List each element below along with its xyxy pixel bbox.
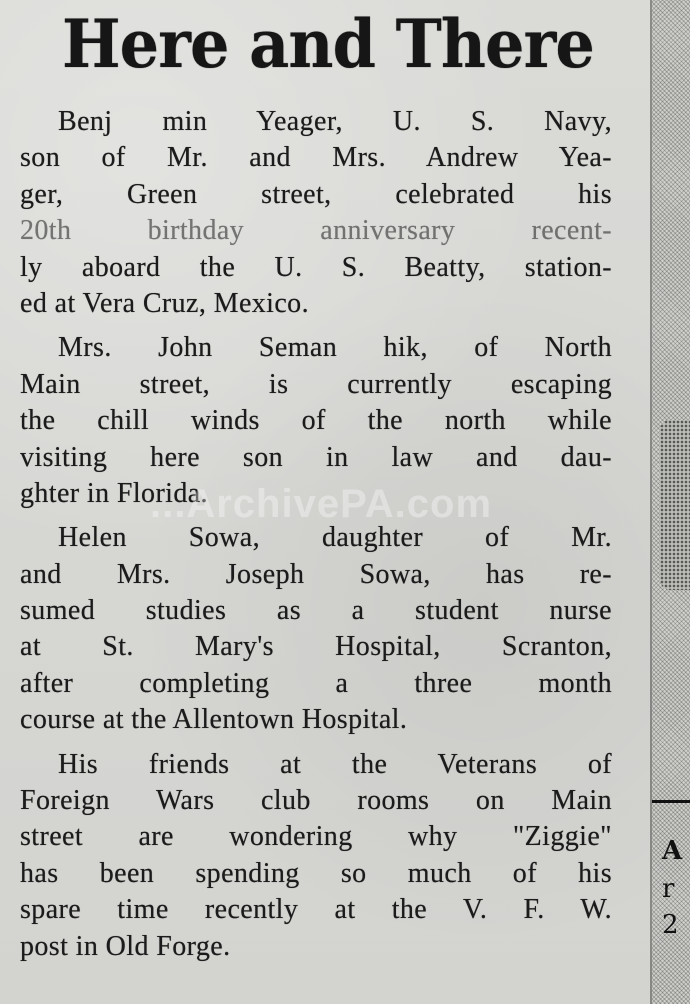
- adjacent-text-fragment: 2: [662, 910, 679, 940]
- text-line: sumed studies as a student nurse: [20, 595, 612, 627]
- text-line: Benj min Yeager, U. S. Navy,: [58, 106, 612, 137]
- text-line: son of Mr. and Mrs. Andrew Yea-: [20, 142, 612, 174]
- paragraph-sowa: [20, 520, 612, 738]
- text-line: His friends at the Veterans of: [58, 748, 612, 780]
- text-line: course at the Allentown Hospital.: [20, 704, 408, 736]
- text-line: ger, Green street, celebrated his: [20, 178, 612, 210]
- paragraph-ziggie: [20, 747, 612, 965]
- text-line: after completing a three month: [20, 667, 612, 699]
- article-body: [20, 104, 612, 973]
- text-line: Main street, is currently escaping: [20, 368, 612, 400]
- text-line: visiting here son in law and dau-: [20, 441, 612, 473]
- text-line: at St. Mary's Hospital, Scranton,: [20, 631, 612, 663]
- text-line: ghter in Florida.: [20, 477, 208, 509]
- halftone-photo-fragment: [660, 420, 690, 590]
- adjacent-text-fragment: r: [662, 874, 675, 904]
- text-line: post in Old Forge.: [20, 930, 231, 962]
- text-line: ly aboard the U. S. Beatty, station-: [20, 251, 612, 283]
- archive-watermark: ...ArchivePA.com: [150, 482, 493, 526]
- text-line: 20th birthday anniversary recent-: [20, 215, 612, 247]
- text-line: street are wondering why "Ziggie": [20, 821, 612, 853]
- text-line: and Mrs. Joseph Sowa, has re-: [20, 558, 612, 590]
- adjacent-column: [652, 0, 690, 1004]
- text-line: ed at Vera Cruz, Mexico.: [20, 287, 309, 319]
- headline: Here and There: [62, 5, 594, 83]
- text-line: Foreign Wars club rooms on Main: [20, 785, 612, 817]
- column-rule: [652, 800, 690, 803]
- paragraph-yeager: [20, 104, 612, 322]
- text-line: has been spending so much of his: [20, 857, 612, 889]
- adjacent-text-fragment: A: [662, 836, 683, 866]
- text-line: Helen Sowa, daughter of Mr.: [58, 522, 612, 554]
- text-line: Mrs. John Seman hik, of North: [58, 332, 612, 364]
- text-line: the chill winds of the north while: [20, 405, 612, 437]
- text-line: spare time recently at the V. F. W.: [20, 894, 612, 926]
